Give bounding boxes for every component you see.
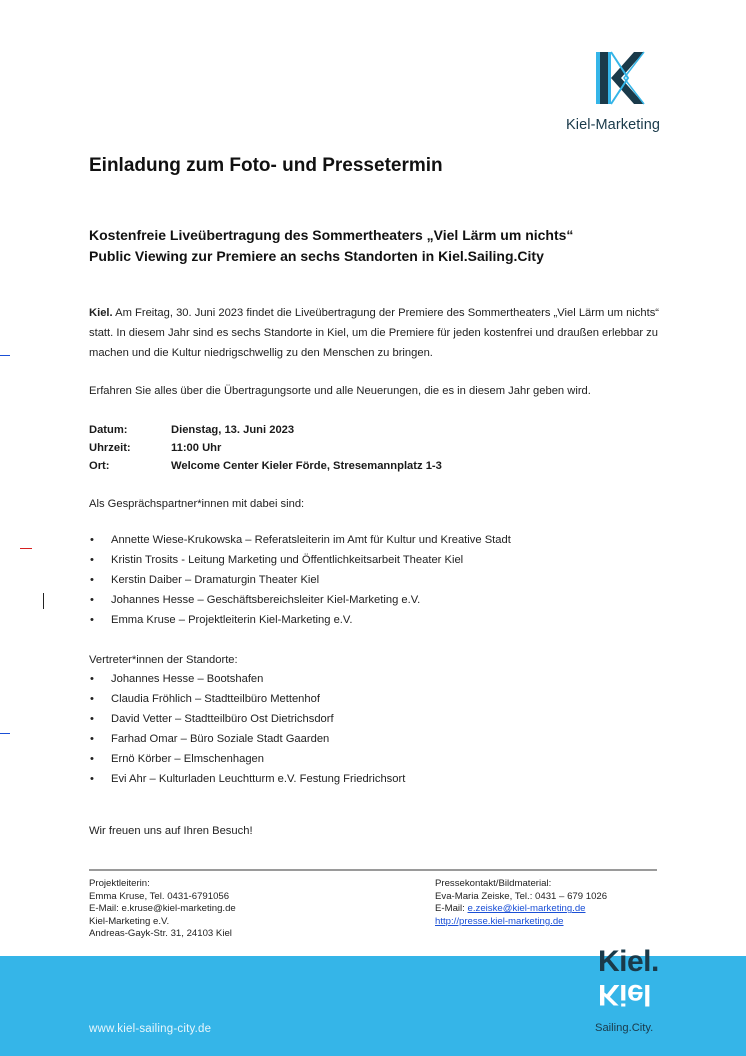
list-item: • Evi Ahr – Kulturladen Leuchtturm e.V. Festung Friedrichsort <box>89 769 405 789</box>
footer-tagline: Sailing.City. <box>595 1022 654 1034</box>
list-item: • Ernö Körber – Elmschenhagen <box>89 749 405 769</box>
list-item: • Annette Wiese-Krukowska – Referatsleiterin im Amt für Kultur und Kreative Stadt <box>89 530 511 550</box>
place-label: Ort: <box>89 460 110 472</box>
subtitle-line-2: Public Viewing zur Premiere an sechs Standorten in Kiel.Sailing.City <box>89 248 544 264</box>
divider <box>89 869 657 871</box>
info-paragraph: Erfahren Sie alles über die Übertragungsorte und alle Neuerungen, die es in diesem Jahr geben wird. <box>89 385 591 397</box>
list-item: • Johannes Hesse – Bootshafen <box>89 669 405 689</box>
bullet-icon: • <box>90 733 94 745</box>
date-value: Dienstag, 13. Juni 2023 <box>171 424 295 436</box>
margin-mark <box>20 548 32 549</box>
intro-paragraph <box>89 303 664 363</box>
list-item: • Emma Kruse – Projektleiterin Kiel-Marketing e.V. <box>89 610 511 630</box>
dateline: Kiel. <box>89 307 113 319</box>
bullet-icon: • <box>90 554 94 566</box>
time-label: Uhrzeit: <box>89 442 131 454</box>
contact-line: Andreas-Gayk-Str. 31, 24103 Kiel <box>89 928 232 940</box>
representatives-list <box>89 669 405 789</box>
contact-line <box>435 903 607 916</box>
list-item: • Johannes Hesse – Geschäftsbereichsleiter Kiel-Marketing e.V. <box>89 590 511 610</box>
event-details <box>89 421 442 475</box>
representatives-title: Vertreter*innen der Standorte: <box>89 654 238 666</box>
bullet-icon: • <box>90 673 94 685</box>
press-contact <box>435 878 607 928</box>
date-row <box>89 421 442 439</box>
margin-mark <box>0 733 10 734</box>
contact-line: Eva-Maria Zeiske, Tel.: 0431 – 679 1026 <box>435 890 608 902</box>
list-item: • Kristin Trosits - Leitung Marketing und Öffentlichkeitsarbeit Theater Kiel <box>89 550 511 570</box>
press-email-link[interactable]: e.zeiske@kiel-marketing.de <box>467 903 586 915</box>
contact-line: E-Mail: e.kruse@kiel-marketing.de <box>89 903 236 915</box>
list-item: • Farhad Omar – Büro Soziale Stadt Gaarden <box>89 729 405 749</box>
kiel-brand-logo: Kiel. <box>598 945 659 978</box>
contact-label: Projektleiterin: <box>89 878 150 889</box>
date-label: Datum: <box>89 424 128 436</box>
subtitle <box>89 225 649 267</box>
list-item: • Kerstin Daiber – Dramaturgin Theater Kiel <box>89 570 511 590</box>
subtitle-line-1: Kostenfreie Liveübertragung des Sommertheaters „Viel Lärm um nichts“ <box>89 227 574 243</box>
contact-line: Kiel-Marketing e.V. <box>89 915 170 927</box>
list-item: • Claudia Fröhlich – Stadtteilbüro Mettenhof <box>89 689 405 709</box>
bullet-icon: • <box>90 594 94 606</box>
page-title: Einladung zum Foto- und Pressetermin <box>89 155 443 176</box>
time-value: 11:00 Uhr <box>171 442 222 454</box>
bullet-icon: • <box>90 773 94 785</box>
bullet-icon: • <box>90 693 94 705</box>
place-row <box>89 457 442 475</box>
project-lead-contact <box>89 878 236 941</box>
logo-text: Kiel-Marketing <box>566 117 661 133</box>
bullet-icon: • <box>90 534 94 546</box>
partners-list <box>89 530 511 630</box>
time-row <box>89 439 442 457</box>
bullet-icon: • <box>90 574 94 586</box>
contact-line <box>435 916 607 929</box>
margin-mark <box>43 593 44 609</box>
contact-line: Emma Kruse, Tel. 0431-6791056 <box>89 890 230 902</box>
closing-text: Wir freuen uns auf Ihren Besuch! <box>89 825 253 837</box>
email-prefix: E-Mail: <box>435 903 468 915</box>
intro-paragraph-text: Am Freitag, 30. Juni 2023 findet die Liveübertragung der Premiere des Sommertheaters „Viel Lärm um nichts“ statt. In diesem Jahr sind es sechs Standorte in Kiel, um die Premiere für jeden kostenfrei und draußen erlebbar zu machen und die Kultur niedrigschwellig zu den Menschen zu bringen. <box>89 307 660 359</box>
place-value: Welcome Center Kieler Förde, Stresemannplatz 1-3 <box>171 460 442 472</box>
bullet-icon: • <box>90 713 94 725</box>
kiel-marketing-logo-icon <box>594 50 646 106</box>
kiel-brand-reflection: Kiel <box>598 978 652 1011</box>
partners-intro: Als Gesprächspartner*innen mit dabei sind: <box>89 498 305 510</box>
list-item: • David Vetter – Stadtteilbüro Ost Dietrichsdorf <box>89 709 405 729</box>
margin-mark <box>0 355 10 356</box>
press-url-link[interactable]: http://presse.kiel-marketing.de <box>435 915 564 927</box>
bullet-icon: • <box>90 753 94 765</box>
footer-url[interactable]: www.kiel-sailing-city.de <box>89 1023 212 1035</box>
contact-label: Pressekontakt/Bildmaterial: <box>435 878 552 889</box>
bullet-icon: • <box>90 614 94 626</box>
